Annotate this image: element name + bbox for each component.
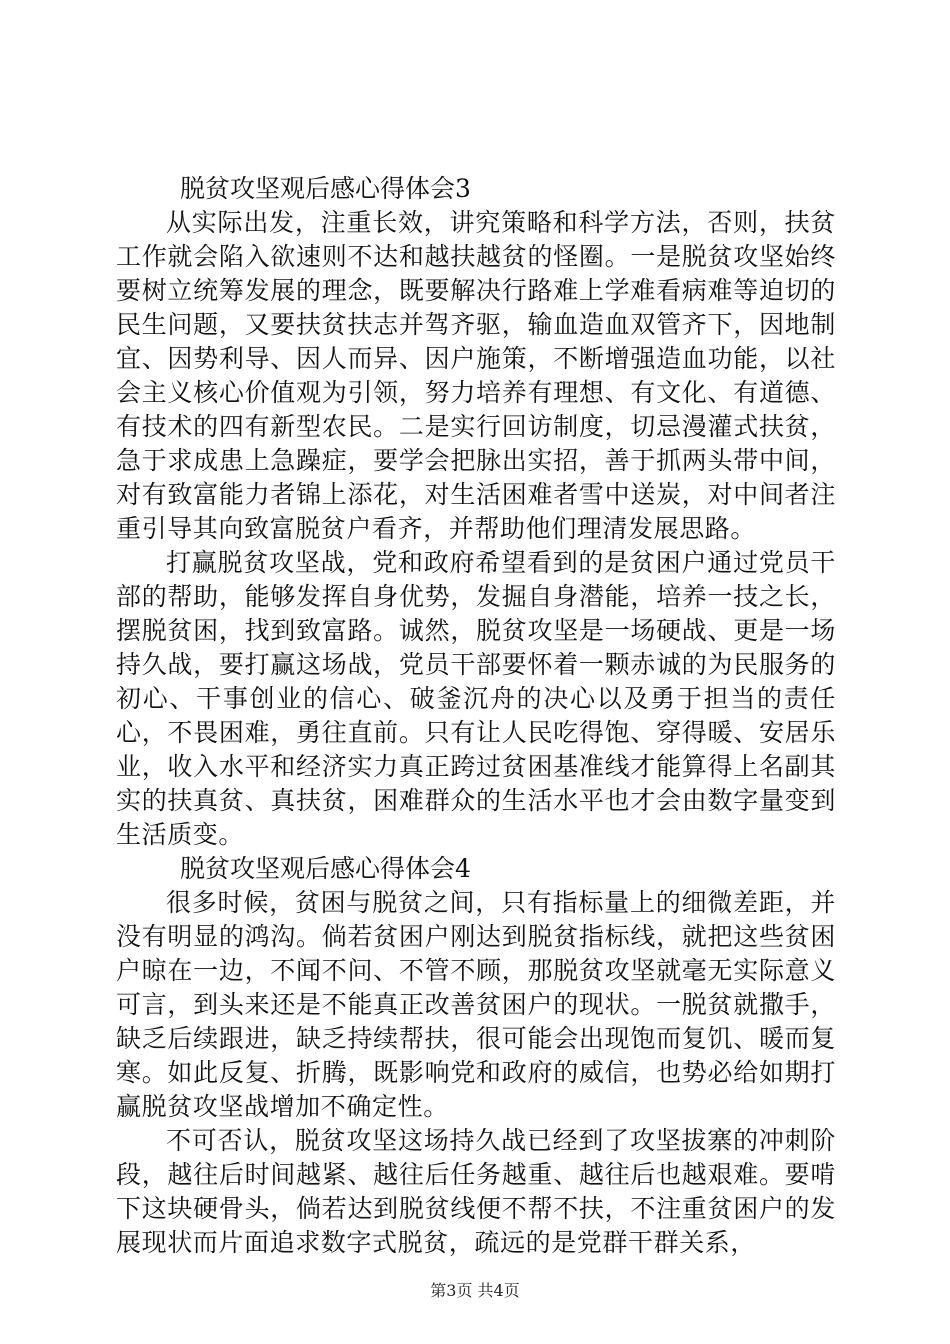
paragraph: 不可否认，脱贫攻坚这场持久战已经到了攻坚拔寨的冲刺阶段，越往后时间越紧、越往后任务越重、越往后也越艰难。要啃下这块硬骨头，倘若达到脱贫线便不帮不扶，不注重贫困户的发展现状而片面追求数字式脱贫，疏远的是党群干群关系， [116, 1126, 836, 1257]
paragraph: 从实际出发，注重长效，讲究策略和科学方法，否则，扶贫工作就会陷入欲速则不达和越扶越贫的怪圈。一是脱贫攻坚始终要树立统筹发展的理念，既要解决行路难上学难看病难等迫切的民生问题，又要扶贫扶志并驾齐驱，输血造血双管齐下，因地制宜、因势利导、因人而异、因户施策，不断增强造血功能，以社会主义核心价值观为引领，努力培养有理想、有文化、有道德、有技术的四有新型农民。二是实行回访制度，切忌漫灌式扶贫，急于求成患上急躁症，要学会把脉出实招，善于抓两头带中间，对有致富能力者锦上添花，对生活困难者雪中送炭，对中间者注重引导其向致富脱贫户看齐，并帮助他们理清发展思路。 [116, 208, 836, 543]
page-footer: 第3页 共4页 [430, 1281, 520, 1300]
section-heading-4: 脱贫攻坚观后感心得体会4 [180, 854, 471, 883]
section-heading-3: 脱贫攻坚观后感心得体会3 [180, 174, 471, 203]
paragraph: 很多时候，贫困与脱贫之间，只有指标量上的细微差距，并没有明显的鸿沟。倘若贫困户刚达到脱贫指标线，就把这些贫困户晾在一边，不闻不问、不管不顾，那脱贫攻坚就毫无实际意义可言，到头来还是不能真正改善贫困户的现状。一脱贫就撒手，缺乏后续跟进，缺乏持续帮扶，很可能会出现饱而复饥、暖而复寒。如此反复、折腾，既影响党和政府的威信，也势必给如期打赢脱贫攻坚战增加不确定性。 [116, 888, 836, 1121]
paragraph: 打赢脱贫攻坚战，党和政府希望看到的是贫困户通过党员干部的帮助，能够发挥自身优势，发掘自身潜能，培养一技之长，摆脱贫困，找到致富路。诚然，脱贫攻坚是一场硬战、更是一场持久战，要打赢这场战，党员干部要怀着一颗赤诚的为民服务的初心、干事创业的信心、破釜沉舟的决心以及勇于担当的责任心，不畏困难，勇往直前。只有让人民吃得饱、穿得暖、安居乐业，收入水平和经济实力真正跨过贫困基准线才能算得上名副其实的扶真贫、真扶贫，困难群众的生活水平也才会由数字量变到生活质变。 [116, 548, 836, 849]
document-body [116, 172, 836, 1260]
